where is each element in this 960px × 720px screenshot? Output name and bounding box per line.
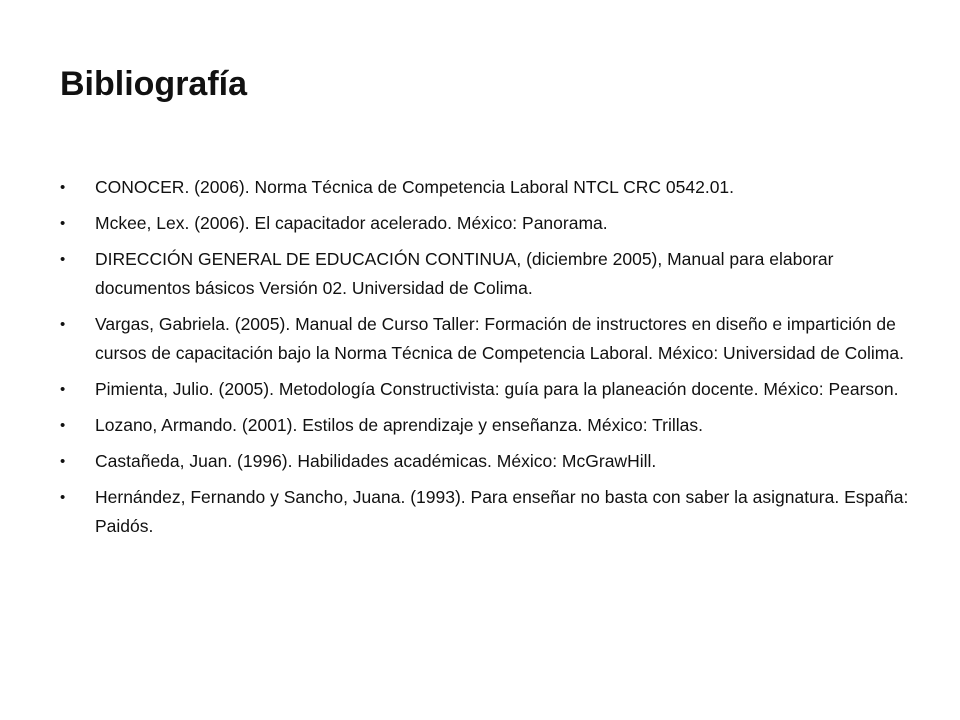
reference-author: Lozano, Armando. (2001).: [95, 415, 303, 435]
reference-author: Pimienta, Julio. (2005).: [95, 379, 279, 399]
list-item: [60, 483, 910, 541]
bullet-icon: •: [60, 251, 66, 268]
bullet-icon: •: [60, 417, 66, 434]
list-item: [60, 245, 910, 303]
reference-author: Castañeda, Juan. (1996).: [95, 451, 298, 471]
reference-work: Norma Técnica de Competencia Laboral NTCL CRC 0542.01.: [254, 177, 735, 197]
reference-work: El capacitador acelerado. México: Panorama.: [254, 213, 608, 233]
list-item: [60, 447, 910, 476]
reference-work: Para enseñar no basta con saber la asignatura. España: Paidós.: [95, 487, 909, 536]
reference-work: Manual de Curso Taller: Formación de instructores en diseño e impartición de cursos de capacitación bajo la Norma Técnica de Competencia Laboral. México: Universidad de Colima.: [95, 314, 904, 363]
reference-work: Habilidades académicas. México: McGrawHill.: [297, 451, 657, 471]
list-item: [60, 173, 910, 202]
bibliography-list: [60, 173, 910, 548]
reference-work: Manual para elaborar documentos básicos Versión 02. Universidad de Colima.: [95, 249, 834, 298]
list-item: [60, 375, 910, 404]
bullet-icon: •: [60, 453, 66, 470]
reference-author: CONOCER. (2006).: [95, 177, 255, 197]
list-item: [60, 310, 910, 368]
list-item: [60, 411, 910, 440]
bullet-icon: •: [60, 381, 66, 398]
bullet-icon: •: [60, 179, 66, 196]
reference-author: DIRECCIÓN GENERAL DE EDUCACIÓN CONTINUA, (diciembre 2005),: [95, 249, 668, 269]
page-title: Bibliografía: [60, 65, 248, 103]
reference-work: Metodología Constructivista: guía para la planeación docente. México: Pearson.: [278, 379, 899, 399]
bullet-icon: •: [60, 215, 66, 232]
reference-author: Vargas, Gabriela. (2005).: [95, 314, 296, 334]
list-item: [60, 209, 910, 238]
bullet-icon: •: [60, 489, 66, 506]
reference-author: Mckee, Lex. (2006).: [95, 213, 255, 233]
reference-work: Estilos de aprendizaje y enseñanza. México: Trillas.: [302, 415, 703, 435]
bullet-icon: •: [60, 316, 66, 333]
reference-author: Hernández, Fernando y Sancho, Juana. (1993).: [95, 487, 471, 507]
